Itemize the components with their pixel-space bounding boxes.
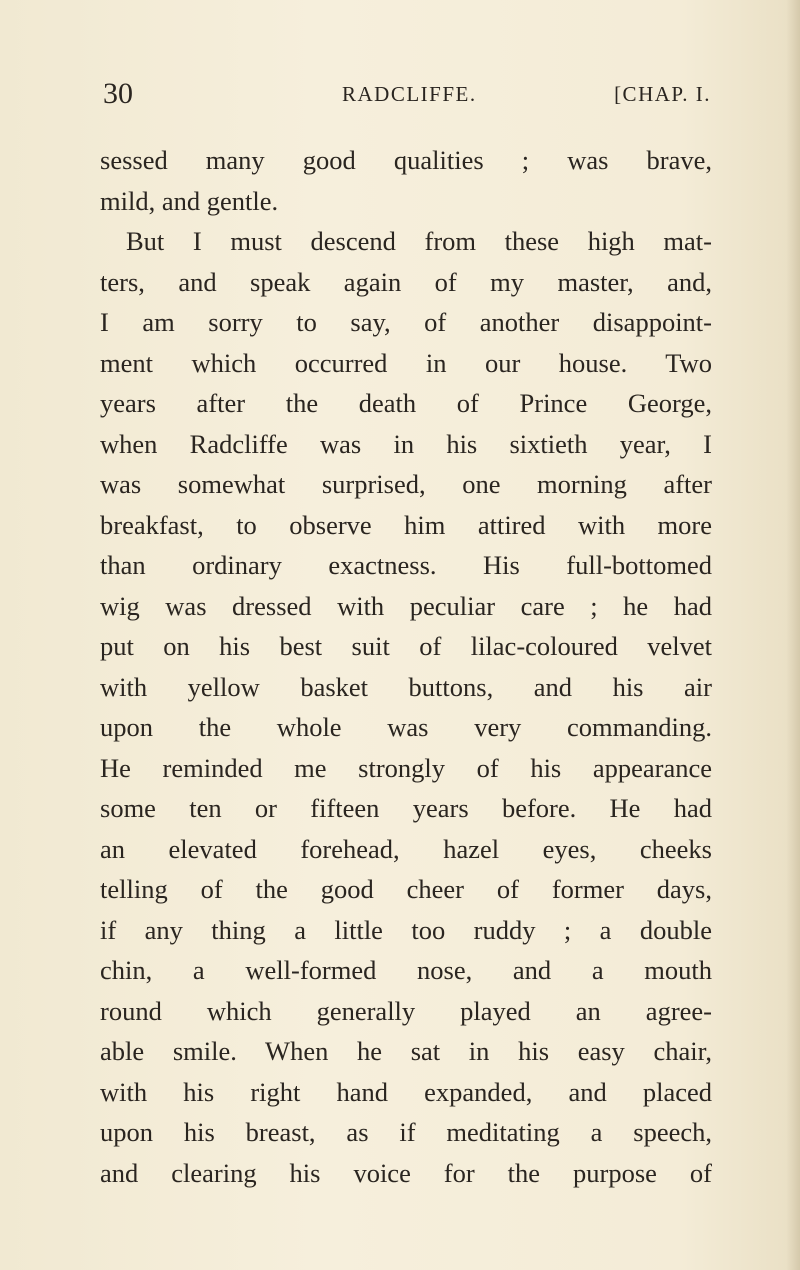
text-line: some ten or fifteen years before. He had bbox=[100, 793, 712, 823]
text-line: and clearing his voice for the purpose of bbox=[100, 1157, 712, 1188]
text-line: round which generally played an agree- bbox=[100, 995, 712, 1026]
text-line: wig was dressed with peculiar care ; he had bbox=[100, 590, 712, 621]
text-line: years after the death of Prince George, bbox=[100, 388, 712, 418]
paragraph-first-line: But I must descend from these high mat- bbox=[126, 226, 712, 256]
text-line: upon the whole was very commanding. bbox=[100, 712, 712, 742]
text-line: breakfast, to observe him attired with more bbox=[100, 509, 712, 540]
running-head bbox=[103, 74, 711, 114]
body-text bbox=[100, 140, 712, 1193]
text-line: with his right hand expanded, and placed bbox=[100, 1076, 712, 1107]
running-title: RADCLIFFE. bbox=[342, 82, 477, 106]
text-line: was somewhat surprised, one morning after bbox=[100, 469, 712, 499]
text-line: He reminded me strongly of his appearance bbox=[100, 752, 712, 783]
text-line: chin, a well-formed nose, and a mouth bbox=[100, 955, 712, 985]
text-line: upon his breast, as if meditating a speech, bbox=[100, 1117, 712, 1147]
page-number: 30 bbox=[103, 77, 133, 110]
page-edge-shadow bbox=[786, 0, 800, 1270]
text-line: if any thing a little too ruddy ; a double bbox=[100, 914, 712, 945]
text-line: able smile. When he sat in his easy chair, bbox=[100, 1036, 712, 1066]
text-line: sessed many good qualities ; was brave, bbox=[100, 145, 712, 175]
text-line: than ordinary exactness. His full-bottomed bbox=[100, 550, 712, 580]
text-line: ters, and speak again of my master, and, bbox=[100, 266, 712, 297]
text-line: telling of the good cheer of former days, bbox=[100, 874, 712, 904]
text-line: ment which occurred in our house. Two bbox=[100, 347, 712, 378]
text-line: put on his best suit of lilac-coloured velvet bbox=[100, 631, 712, 661]
chapter-reference: [CHAP. I. bbox=[614, 82, 711, 106]
text-line: mild, and gentle. bbox=[100, 185, 279, 216]
text-line: I am sorry to say, of another disappoint- bbox=[100, 307, 712, 337]
text-line: when Radcliffe was in his sixtieth year, I bbox=[100, 428, 712, 459]
text-line: an elevated forehead, hazel eyes, cheeks bbox=[100, 833, 712, 864]
text-line: with yellow basket buttons, and his air bbox=[100, 671, 712, 702]
